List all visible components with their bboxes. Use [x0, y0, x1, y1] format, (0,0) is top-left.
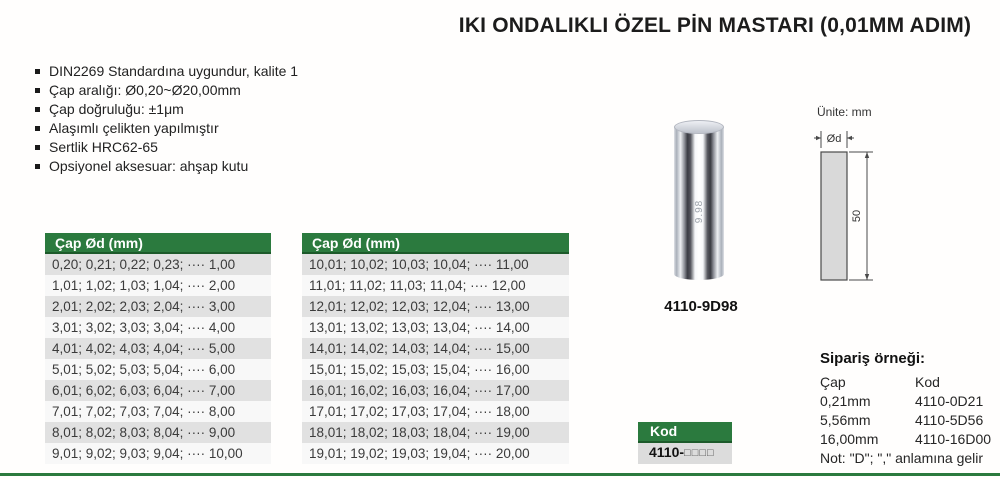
pin-side-view — [821, 152, 847, 280]
table-row — [302, 359, 569, 380]
table-row — [302, 443, 569, 464]
feature-item — [35, 81, 298, 100]
row-values: 12,01; 12,02; 12,03; 12,04; ···· 13,00 — [302, 296, 569, 317]
order-example-section — [820, 350, 1000, 467]
table-row — [302, 338, 569, 359]
code-prefix: 4110- — [649, 444, 685, 460]
order-example-title: Sipariş örneği: — [820, 350, 926, 367]
table-row — [45, 380, 271, 401]
diameter-table-left — [45, 233, 271, 464]
unit-label: Ünite: mm — [817, 105, 872, 119]
arrow-left-icon — [847, 136, 852, 140]
feature-text: Alaşımlı çelikten yapılmıştır — [49, 120, 219, 136]
row-values: 13,01; 13,02; 13,03; 13,04; ···· 14,00 — [302, 317, 569, 338]
table-row — [45, 443, 271, 464]
order-row-kod: 4110-0D21 — [915, 393, 984, 409]
code-box-value — [638, 443, 732, 464]
row-values: 4,01; 4,02; 4,03; 4,04; ···· 5,00 — [45, 338, 271, 359]
row-values: 5,01; 5,02; 5,03; 5,04; ···· 6,00 — [45, 359, 271, 380]
row-values: 7,01; 7,02; 7,03; 7,04; ···· 8,00 — [45, 401, 271, 422]
code-placeholder-boxes: □□□□ — [684, 447, 715, 459]
row-values: 3,01; 3,02; 3,03; 3,04; ···· 4,00 — [45, 317, 271, 338]
bullet-square-icon — [35, 164, 40, 169]
feature-item — [35, 138, 298, 157]
footer-green-rule — [0, 473, 1000, 476]
feature-text: Opsiyonel aksesuar: ahşap kutu — [49, 158, 249, 174]
row-values: 17,01; 17,02; 17,03; 17,04; ···· 18,00 — [302, 401, 569, 422]
table-header: Çap Ød (mm) — [45, 233, 271, 253]
table-row — [302, 380, 569, 401]
row-values: 18,01; 18,02; 18,03; 18,04; ···· 19,00 — [302, 422, 569, 443]
table-row — [45, 275, 271, 296]
table-header: Çap Ød (mm) — [302, 233, 569, 253]
row-values: 10,01; 10,02; 10,03; 10,04; ···· 11,00 — [302, 253, 569, 275]
table-row — [302, 422, 569, 443]
row-values: 15,01; 15,02; 15,03; 15,04; ···· 16,00 — [302, 359, 569, 380]
bullet-square-icon — [35, 69, 40, 74]
code-box — [638, 422, 732, 464]
bullet-square-icon — [35, 145, 40, 150]
table-header-row — [45, 233, 271, 253]
code-box-header: Kod — [638, 422, 732, 443]
order-note: Not: "D"; "," anlamına gelir — [820, 450, 984, 466]
row-values: 8,01; 8,02; 8,03; 8,04; ···· 9,00 — [45, 422, 271, 443]
table-row — [45, 401, 271, 422]
table-body-right — [302, 253, 569, 464]
feature-text: Çap aralığı: Ø0,20~Ø20,00mm — [49, 82, 241, 98]
arrow-down-icon — [865, 274, 869, 280]
feature-text: DIN2269 Standardına uygundur, kalite 1 — [49, 63, 299, 79]
table-row — [45, 253, 271, 275]
table-body-left — [45, 253, 271, 464]
pin-outline-drawing — [813, 122, 893, 307]
pin-top-face — [674, 120, 724, 134]
pin-gauge-photo — [674, 120, 726, 282]
table-row — [45, 296, 271, 317]
row-values: 6,01; 6,02; 6,03; 6,04; ···· 7,00 — [45, 380, 271, 401]
product-photo-code: 4110-9D98 — [664, 298, 738, 315]
diameter-table-right — [302, 233, 569, 464]
arrow-right-icon — [816, 136, 821, 140]
row-values: 14,01; 14,02; 14,03; 14,04; ···· 15,00 — [302, 338, 569, 359]
row-values: 9,01; 9,02; 9,03; 9,04; ···· 10,00 — [45, 443, 271, 464]
table-row — [302, 317, 569, 338]
pin-engraving: 9.98 — [694, 199, 706, 224]
table-row — [45, 359, 271, 380]
feature-item — [35, 100, 298, 119]
diameter-dim-label: Ød — [826, 133, 842, 145]
table-header-row — [302, 233, 569, 253]
row-values: 16,01; 16,02; 16,03; 16,04; ···· 17,00 — [302, 380, 569, 401]
order-row-cap: 16,00mm — [820, 431, 879, 447]
order-row-kod: 4110-5D56 — [915, 412, 984, 428]
dimension-drawing — [813, 122, 893, 312]
table-row — [45, 422, 271, 443]
page-title: IKI ONDALIKLI ÖZEL PİN MASTARI (0,01MM ADIM) — [458, 14, 972, 37]
feature-list — [35, 62, 298, 176]
row-values: 1,01; 1,02; 1,03; 1,04; ···· 2,00 — [45, 275, 271, 296]
table-row — [302, 275, 569, 296]
feature-item — [35, 157, 298, 176]
length-dim-label: 50 — [851, 209, 863, 223]
row-values: 0,20; 0,21; 0,22; 0,23; ···· 1,00 — [45, 253, 271, 275]
row-values: 11,01; 11,02; 11,03; 11,04; ···· 12,00 — [302, 275, 569, 296]
bullet-square-icon — [35, 107, 40, 112]
table-row — [45, 338, 271, 359]
order-row-cap: 0,21mm — [820, 393, 871, 409]
feature-text: Çap doğruluğu: ±1μm — [49, 101, 184, 117]
order-row-cap: 5,56mm — [820, 412, 871, 428]
bullet-square-icon — [35, 88, 40, 93]
table-row — [45, 317, 271, 338]
row-values: 19,01; 19,02; 19,03; 19,04; ···· 20,00 — [302, 443, 569, 464]
table-row — [302, 401, 569, 422]
col-header-cap: Çap — [820, 374, 846, 390]
feature-item — [35, 62, 298, 81]
col-header-kod: Kod — [915, 374, 940, 390]
order-example-table — [820, 373, 1000, 448]
feature-text: Sertlik HRC62-65 — [49, 139, 158, 155]
arrow-up-icon — [865, 152, 869, 158]
bullet-square-icon — [35, 126, 40, 131]
table-row — [302, 253, 569, 275]
order-row-kod: 4110-16D00 — [915, 431, 992, 447]
table-row — [302, 296, 569, 317]
feature-item — [35, 119, 298, 138]
row-values: 2,01; 2,02; 2,03; 2,04; ···· 3,00 — [45, 296, 271, 317]
